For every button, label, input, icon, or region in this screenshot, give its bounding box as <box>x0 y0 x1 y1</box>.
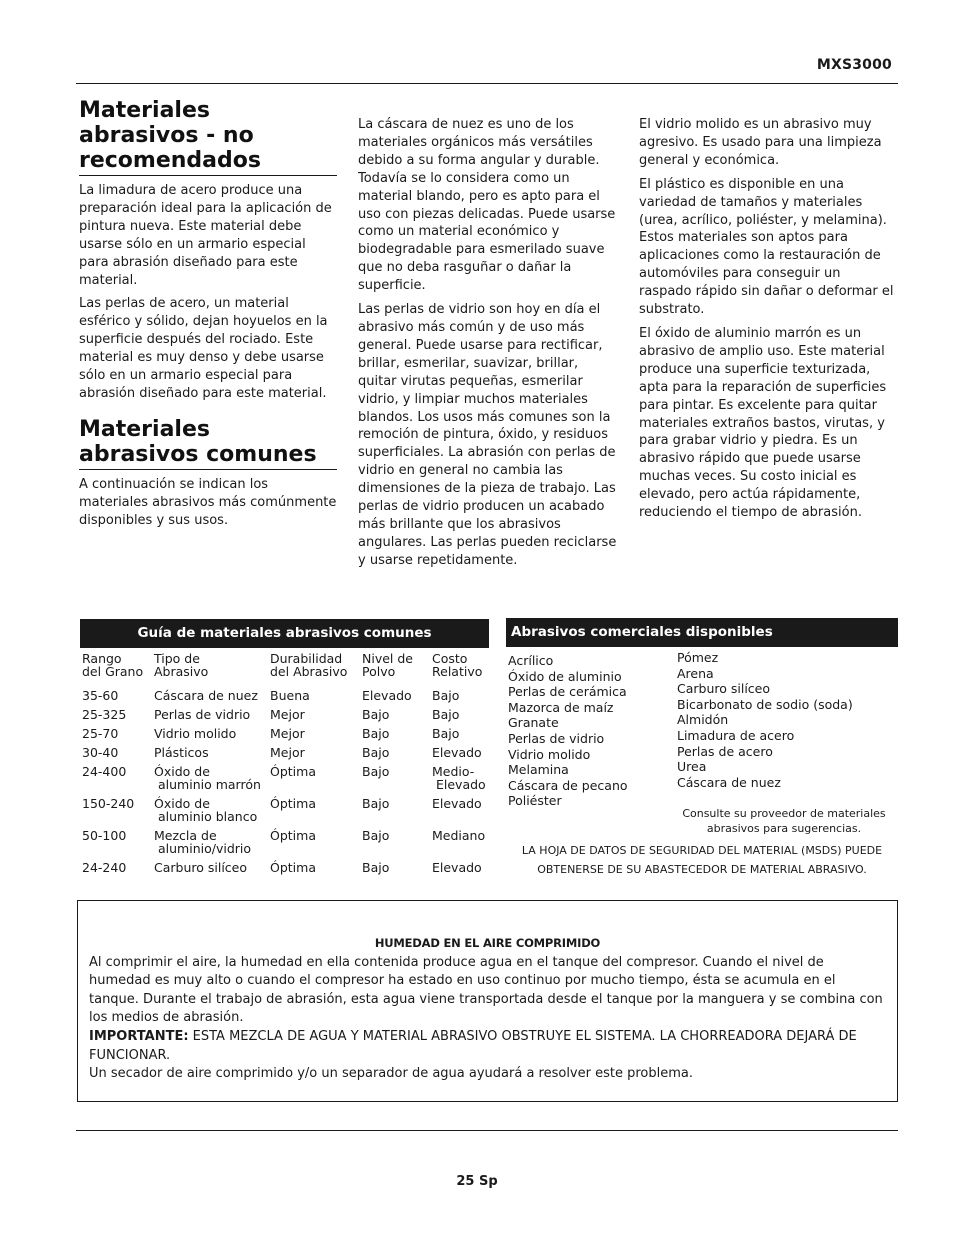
column-header-line: Polvo <box>362 664 396 679</box>
msds-note <box>506 841 898 879</box>
cell-line: Óptima <box>270 828 316 843</box>
table-row <box>80 763 489 795</box>
table-cell <box>152 725 268 744</box>
list-item: Óxido de aluminio <box>508 668 622 684</box>
table-row <box>80 725 489 744</box>
cell-line: aluminio blanco <box>158 809 258 824</box>
table-cell <box>360 827 430 859</box>
table-row <box>80 827 489 859</box>
column-header-line: Rango <box>82 651 122 666</box>
table-cell <box>152 795 268 827</box>
list-item: Carburo silíceo <box>677 681 771 697</box>
commercial-abrasives <box>506 618 898 879</box>
bottom-rule <box>76 1130 898 1131</box>
cell-line: Carburo silíceo <box>154 860 248 875</box>
table-cell <box>430 795 489 827</box>
table-cell <box>152 687 268 706</box>
column-header <box>152 652 268 687</box>
cell-line: Buena <box>270 688 310 703</box>
cell-line: Elevado <box>436 777 486 792</box>
table-cell <box>360 859 430 878</box>
moisture-box-title: HUMEDAD EN EL AIRE COMPRIMIDO <box>374 936 601 950</box>
list-item: Poliéster <box>508 793 562 809</box>
paragraph: El óxido de aluminio marrón es un abrasivo de amplio uso. Este material produce una superficie texturizada, apta para la reparación de superficies para pintar. Es excelente para quitar materiales extraños bastos, virutas, y para grabar vidrio y piedra. Es un abrasivo rápido que puede usarse muchas veces. Su costo inicial es elevado, pero actúa rápidamente, reduciendo el tiempo de abrasión. <box>639 325 887 521</box>
table-cell <box>268 725 360 744</box>
guide-table-title: Guía de materiales abrasivos comunes <box>80 619 489 648</box>
table-cell <box>268 744 360 763</box>
table-cell <box>152 706 268 725</box>
cell-line: aluminio marrón <box>158 777 261 792</box>
column-header-line: Relativo <box>432 664 483 679</box>
list-item: Vidrio molido <box>508 746 591 762</box>
table-cell <box>152 763 268 795</box>
table-cell <box>430 706 489 725</box>
cell-line: Óptima <box>270 796 316 811</box>
table-cell <box>80 725 152 744</box>
cell-line: Mezcla de <box>154 828 217 843</box>
cell-line: 150-240 <box>82 796 135 811</box>
commercial-title: Abrasivos comerciales disponibles <box>506 618 898 647</box>
paragraph: La cáscara de nuez es uno de los materiales orgánicos más versátiles debido a su forma angular y durable. Todavía se lo considera como un material blando, pero es apto para el uso con piezas delicadas. Puede usarse como un material económico y biodegradable para esmerilado suave que no deba rasguñar o dañar la superficie. <box>358 117 616 294</box>
cell-line: Mejor <box>270 707 305 722</box>
supplier-note: Consulte su proveedor de materiales abrasivos para sugerencias. <box>682 806 886 835</box>
column-header <box>80 652 152 687</box>
list-item: Mazorca de maíz <box>508 699 614 715</box>
table-row <box>80 706 489 725</box>
list-item: Pómez <box>677 650 719 665</box>
column-1 <box>79 98 337 536</box>
table-cell <box>268 687 360 706</box>
cell-line: Cáscara de nuez <box>154 688 258 703</box>
list-item: Cáscara de pecano <box>508 777 628 793</box>
msds-line-2: OBTENERSE DE SU ABASTECEDOR DE MATERIAL ABRASIVO. <box>537 862 867 876</box>
cell-line: Mejor <box>270 726 305 741</box>
cell-line: Bajo <box>362 764 390 779</box>
table-cell <box>152 744 268 763</box>
column-2 <box>358 116 620 576</box>
table-row <box>80 859 489 878</box>
column-header <box>430 652 489 687</box>
cell-line: Plásticos <box>154 745 209 760</box>
table-cell <box>430 687 489 706</box>
table-cell <box>430 744 489 763</box>
table-row <box>80 687 489 706</box>
top-rule <box>76 83 898 84</box>
paragraph: Las perlas de acero, un material esférico y sólido, dejan hoyuelos en la superficie después del rociado. Este material es muy denso y debe usarse sólo en un armario especial para abrasión diseñado para este material. <box>79 296 328 401</box>
column-header-line: Durabilidad <box>270 651 343 666</box>
list-item: Urea <box>677 759 707 775</box>
cell-line: Mejor <box>270 745 305 760</box>
table-cell <box>360 744 430 763</box>
table-cell <box>268 795 360 827</box>
cell-line: 30-40 <box>82 745 119 760</box>
cell-line: Elevado <box>432 745 482 760</box>
table-cell <box>80 859 152 878</box>
table-cell <box>268 827 360 859</box>
cell-line: 25-325 <box>82 707 127 722</box>
cell-line: Elevado <box>432 796 482 811</box>
cell-line: Óptima <box>270 860 316 875</box>
heading-not-recommended: Materiales abrasivos - no recomendados <box>79 98 337 176</box>
column-header-line: Abrasivo <box>154 664 209 679</box>
cell-line: Óxido de <box>154 796 210 811</box>
solution-paragraph: Un secador de aire comprimido y/o un separador de agua ayudará a resolver este problema. <box>89 1066 693 1082</box>
moisture-paragraph: Al comprimir el aire, la humedad en ella contenida produce agua en el tanque del compresor. Cuando el nivel de humedad es muy alto o cuando el compresor ha estado en uso continuo por mucho tiempo, ésta se acumula en el tanque. Durante el trabajo de abrasión, esta agua viene transportada desde el tanque por la manguera y se combina con los medios de abrasión. <box>89 954 883 1026</box>
table-cell <box>152 859 268 878</box>
cell-line: Bajo <box>432 707 460 722</box>
cell-line: Bajo <box>362 828 390 843</box>
table-cell <box>268 763 360 795</box>
cell-line: Bajo <box>362 707 390 722</box>
cell-line: 24-400 <box>82 764 127 779</box>
cell-line: 35-60 <box>82 688 119 703</box>
table-cell <box>360 725 430 744</box>
table-cell <box>360 795 430 827</box>
column-header <box>268 652 360 687</box>
list-item: Bicarbonato de sodio (soda) <box>677 696 853 712</box>
table-cell <box>430 827 489 859</box>
table-cell <box>430 763 489 795</box>
table-cell <box>360 763 430 795</box>
cell-line: 50-100 <box>82 828 127 843</box>
column-3 <box>639 116 897 528</box>
column-header-line: Costo <box>432 651 468 666</box>
list-item: Melamina <box>508 762 569 778</box>
list-item: Almidón <box>677 712 729 728</box>
cell-line: Bajo <box>432 726 460 741</box>
list-item: Acrílico <box>508 653 554 668</box>
list-item: Cáscara de nuez <box>677 774 781 790</box>
list-item: Granate <box>508 715 559 731</box>
model-number: MXS3000 <box>816 57 892 73</box>
column-header-line: del Abrasivo <box>270 664 348 679</box>
commercial-list-right <box>677 650 897 809</box>
table-row <box>80 744 489 763</box>
paragraph: El vidrio molido es un abrasivo muy agresivo. Es usado para una limpieza general y económica. <box>639 117 882 168</box>
table-cell <box>268 859 360 878</box>
table-cell <box>152 827 268 859</box>
important-label: IMPORTANTE: <box>89 1028 189 1044</box>
cell-line: Elevado <box>432 860 482 875</box>
column-header-line: del Grano <box>82 664 144 679</box>
cell-line: Medio- <box>432 764 475 779</box>
page-number: 25 Sp <box>456 1174 498 1189</box>
column-header-line: Tipo de <box>154 651 200 666</box>
list-item: Perlas de cerámica <box>508 684 627 700</box>
table-cell <box>80 706 152 725</box>
list-item: Perlas de vidrio <box>508 730 605 746</box>
guide-table <box>80 652 489 878</box>
cell-line: Mediano <box>432 828 486 843</box>
table-cell <box>80 744 152 763</box>
column-header <box>360 652 430 687</box>
msds-line-1: LA HOJA DE DATOS DE SEGURIDAD DEL MATERIAL (MSDS) PUEDE <box>521 843 883 857</box>
cell-line: Óptima <box>270 764 316 779</box>
paragraph: La limadura de acero produce una preparación ideal para la aplicación de pintura nueva. Este material debe usarse sólo en un armario especial para abrasión diseñado para este material. <box>79 183 332 288</box>
cell-line: Bajo <box>432 688 460 703</box>
list-item: Limadura de acero <box>677 727 795 743</box>
table-cell <box>80 827 152 859</box>
cell-line: Óxido de <box>154 764 210 779</box>
table-cell <box>430 725 489 744</box>
abrasive-guide-table <box>80 619 489 878</box>
moisture-warning-box <box>77 900 898 1102</box>
important-text: ESTA MEZCLA DE AGUA Y MATERIAL ABRASIVO OBSTRUYE EL SISTEMA. LA CHORREADORA DEJARÁ DE FUNCIONAR. <box>89 1028 857 1063</box>
table-cell <box>360 687 430 706</box>
cell-line: aluminio/vidrio <box>158 841 252 856</box>
guide-header-row <box>80 652 489 687</box>
table-cell <box>80 763 152 795</box>
cell-line: Bajo <box>362 796 390 811</box>
table-row <box>80 795 489 827</box>
cell-line: Bajo <box>362 726 390 741</box>
table-cell <box>430 859 489 878</box>
important-paragraph <box>89 1028 885 1065</box>
table-cell <box>268 706 360 725</box>
paragraph: A continuación se indican los materiales abrasivos más comúnmente disponibles y sus usos. <box>79 476 337 528</box>
cell-line: 25-70 <box>82 726 119 741</box>
cell-line: Perlas de vidrio <box>154 707 251 722</box>
list-item: Arena <box>677 665 714 681</box>
cell-line: Bajo <box>362 860 390 875</box>
cell-line: Vidrio molido <box>154 726 237 741</box>
paragraph: El plástico es disponible en una variedad de tamaños y materiales (urea, acrílico, poliéster, y melamina). Estos materiales son aptos para aplicaciones como la restauración de automóviles para conseguir un raspado rápido sin dañar o deformar el substrato. <box>639 176 894 318</box>
cell-line: Elevado <box>362 688 412 703</box>
table-cell <box>80 687 152 706</box>
cell-line: Bajo <box>362 745 390 760</box>
heading-common-abrasives: Materiales abrasivos comunes <box>79 417 337 470</box>
table-cell <box>360 706 430 725</box>
commercial-list-left <box>506 653 677 809</box>
paragraph: Las perlas de vidrio son hoy en día el abrasivo más común y de uso más general. Puede usarse para rectificar, brillar, esmerilar, suavizar, brillar, quitar virutas pequeñas, esmerilar vidrio, y limpiar muchos materiales blandos. Los usos más comunes son la remoción de pintura, óxido, y residuos superficiales. La abrasión con perlas de vidrio en general no cambia las dimensiones de la pieza de trabajo. Las perlas de vidrio producen un acabado más brillante que los abrasivos angulares. Las perlas pueden reciclarse y usarse repetidamente. <box>358 302 617 568</box>
cell-line: 24-240 <box>82 860 127 875</box>
list-item: Perlas de acero <box>677 743 773 759</box>
table-cell <box>80 795 152 827</box>
column-header-line: Nivel de <box>362 651 413 666</box>
